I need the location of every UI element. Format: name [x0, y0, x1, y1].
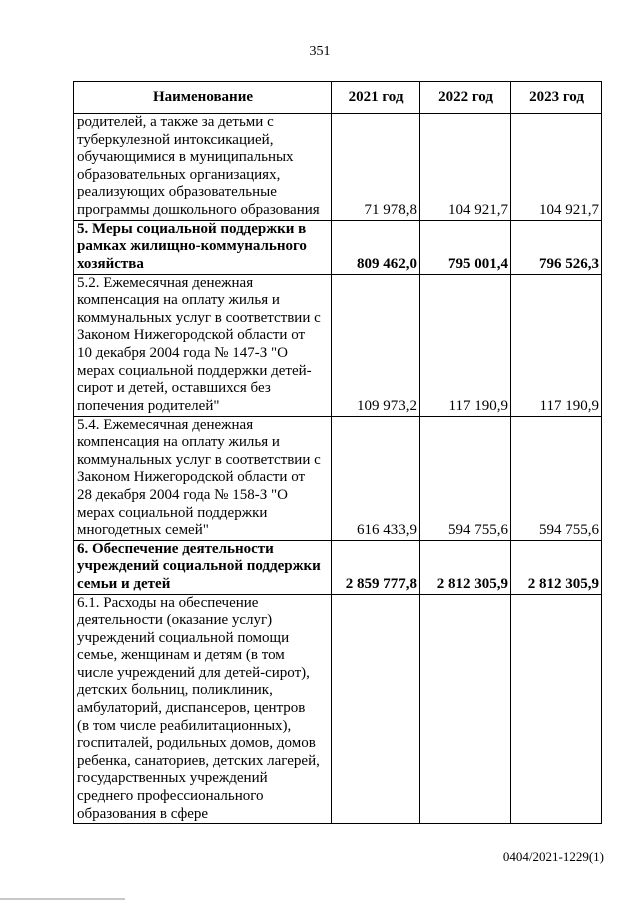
row-value-2021 — [332, 594, 420, 824]
budget-table — [73, 81, 602, 824]
table-row — [74, 274, 602, 416]
column-header-2021: 2021 год — [332, 82, 420, 114]
table-row-section — [74, 540, 602, 594]
row-value-2023: 594 755,6 — [511, 416, 602, 540]
table-row — [74, 594, 602, 824]
row-value-2021: 71 978,8 — [332, 114, 420, 221]
table-row-section — [74, 220, 602, 274]
row-value-2023: 117 190,9 — [511, 274, 602, 416]
row-value-2023 — [511, 594, 602, 824]
column-header-2023: 2023 год — [511, 82, 602, 114]
row-name: родителей, а также за детьми с туберкулезной интоксикацией, обучающимися в муниципальных образовательных организациях, реализующих образовательные программы дошкольного образования — [74, 114, 332, 221]
row-value-2023: 104 921,7 — [511, 114, 602, 221]
row-value-2022 — [420, 594, 511, 824]
row-value-2021: 109 973,2 — [332, 274, 420, 416]
row-value-2022: 117 190,9 — [420, 274, 511, 416]
row-value-2021: 2 859 777,8 — [332, 540, 420, 594]
row-value-2023: 2 812 305,9 — [511, 540, 602, 594]
row-value-2023: 796 526,3 — [511, 220, 602, 274]
row-name: 5. Меры социальной поддержки в рамках жилищно-коммунального хозяйства — [74, 220, 332, 274]
column-header-2022: 2022 год — [420, 82, 511, 114]
row-value-2022: 795 001,4 — [420, 220, 511, 274]
page-number: 351 — [309, 44, 331, 59]
table-row — [74, 416, 602, 540]
table-row — [74, 114, 602, 221]
row-value-2022: 104 921,7 — [420, 114, 511, 221]
row-value-2022: 594 755,6 — [420, 416, 511, 540]
row-value-2021: 809 462,0 — [332, 220, 420, 274]
row-name: 6. Обеспечение деятельности учреждений социальной поддержки семьи и детей — [74, 540, 332, 594]
row-name: 5.4. Ежемесячная денежная компенсация на оплату жилья и коммунальных услуг в соответствии с Законом Нижегородской области от 28 декабря 2004 года № 158-З "О мерах социальной поддержки многодетных семей" — [74, 416, 332, 540]
row-name: 6.1. Расходы на обеспечение деятельности (оказание услуг) учреждений социальной помощи семье, женщинам и детям (в том числе учреждений для детей-сирот), детских больниц, поликлиник, амбулаторий, диспансеров, центров (в том числе реабилитационных), госпиталей, родильных домов, домов ребенка, санаториев, детских лагерей, государственных учреждений среднего профессионального образования в сфере — [74, 594, 332, 824]
column-header-name: Наименование — [74, 82, 332, 114]
row-value-2021: 616 433,9 — [332, 416, 420, 540]
document-code: 0404/2021-1229(1) — [502, 849, 604, 864]
scan-edge-mark — [0, 898, 125, 900]
row-name: 5.2. Ежемесячная денежная компенсация на оплату жилья и коммунальных услуг в соответствии с Законом Нижегородской области от 10 декабря 2004 года № 147-З "О мерах социальной поддержки детей- сирот и детей, оставшихся без попечения родителей" — [74, 274, 332, 416]
table-header-row — [74, 82, 602, 114]
row-value-2022: 2 812 305,9 — [420, 540, 511, 594]
